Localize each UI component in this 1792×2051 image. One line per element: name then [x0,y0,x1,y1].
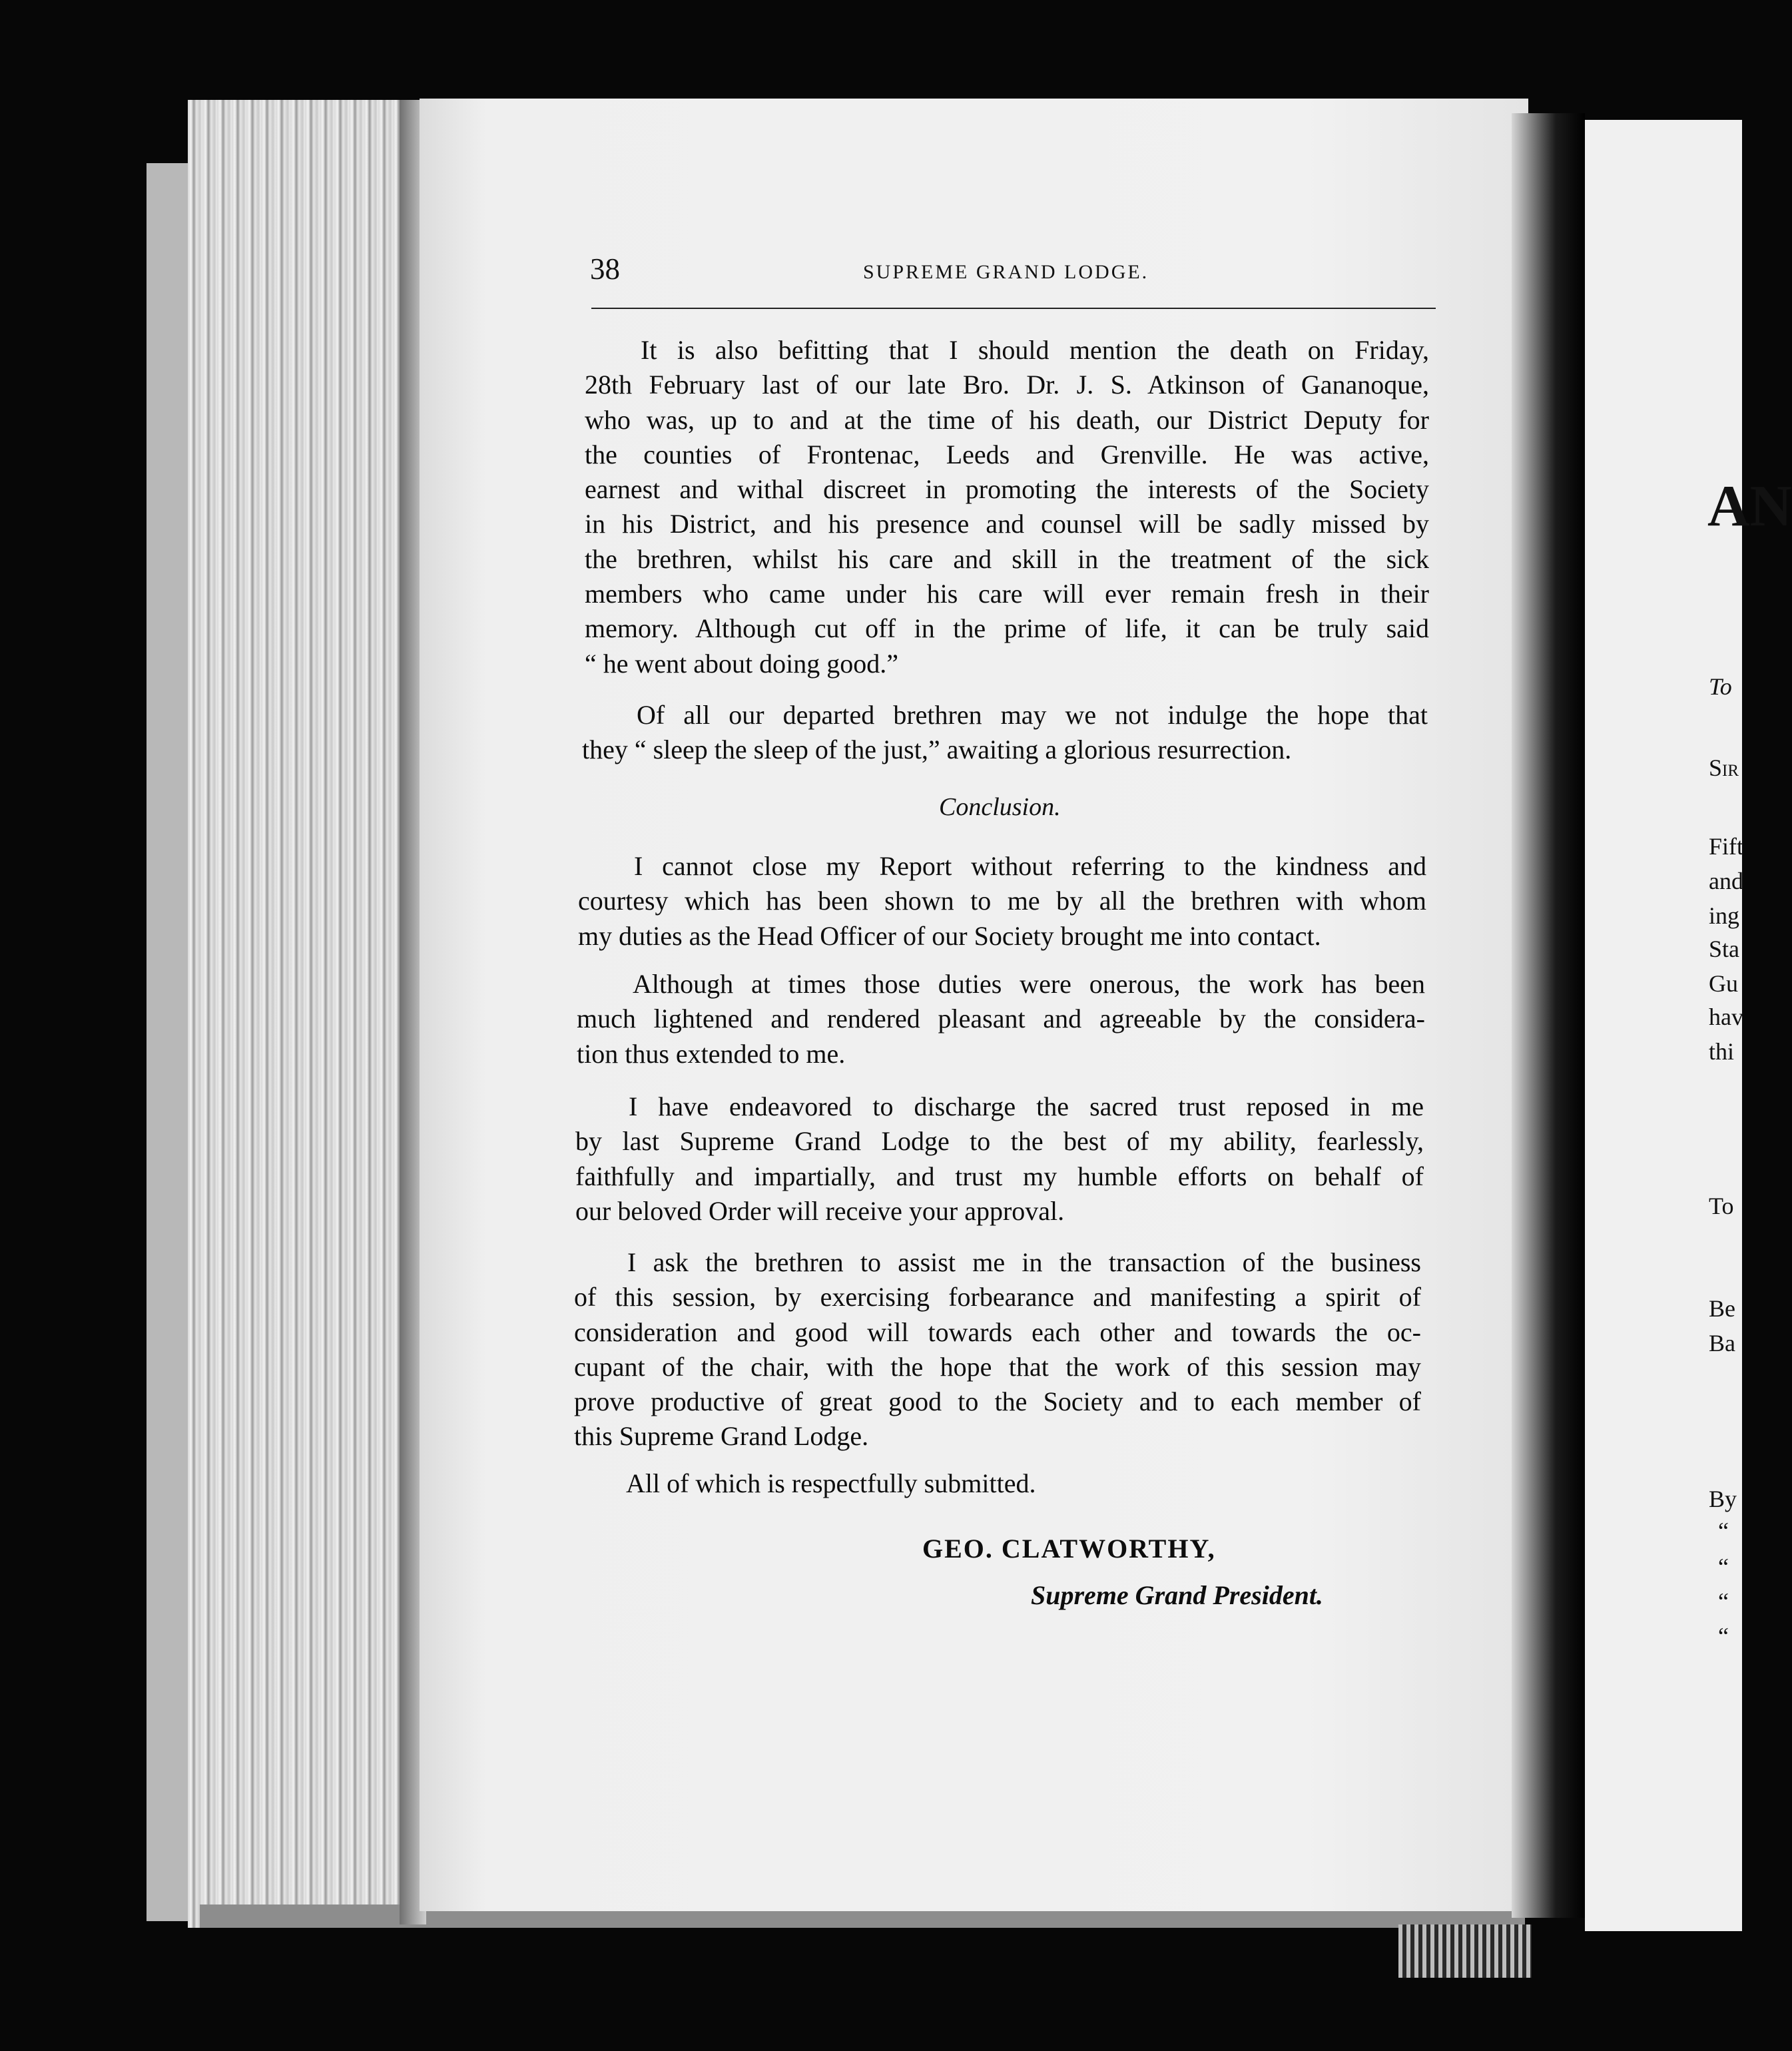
text-line: courtesy which has been shown to me by all the brethren with whom [578,886,1426,916]
facing-page-fragment: By [1709,1486,1737,1512]
page-stack-edges [188,100,408,1928]
facing-page-fragment: Ba [1709,1330,1735,1356]
text-line: the counties of Frontenac, Leeds and Grenville. He was active, [585,439,1429,469]
facing-page-heading-fragment: AN [1707,474,1792,539]
section-heading: Conclusion. [939,793,1061,821]
paragraph-ask-brethren [574,1245,1421,1454]
page-bottom-edge [1398,1924,1532,1978]
text-line: “ he went about doing good.” [585,648,898,679]
running-head: SUPREME GRAND LODGE. [863,261,1149,283]
text-line: memory. Although cut off in the prime of life, it can be truly said [585,613,1429,644]
paragraph-duties [577,967,1425,1071]
facing-page-fragment: Sir [1709,754,1739,781]
facing-page-fragment: Be [1709,1295,1735,1322]
text-line: members who came under his care will ever remain fresh in their [585,579,1429,609]
facing-page-fragment: To [1709,1193,1734,1219]
paragraph-kindness [578,849,1426,954]
facing-page-fragment: “ [1718,1554,1729,1580]
facing-page-fragment: hav [1709,1004,1743,1030]
page-number: 38 [590,252,620,286]
text-line: tion thus extended to me. [577,1038,846,1069]
center-gutter [1512,113,1585,1918]
text-line: I ask the brethren to assist me in the transaction of the business [627,1247,1421,1277]
text-line: I have endeavored to discharge the sacred trust reposed in me [629,1091,1424,1121]
paragraph-atkinson [585,333,1429,681]
text-line: I cannot close my Report without referring to the kindness and [634,851,1426,881]
text-line: this Supreme Grand Lodge. [574,1421,869,1452]
facing-page-fragment: thi [1709,1038,1735,1065]
text-line: they “ sleep the sleep of the just,” awaiting a glorious resurrection. [582,734,1292,765]
facing-page-fragment: and [1709,868,1743,894]
text-line: earnest and withal discreet in promoting the interests of the Society [585,474,1429,505]
facing-page-fragment: “ [1718,1518,1729,1544]
facing-page-fragment: To [1709,673,1732,700]
paragraph-departed-brethren [582,698,1428,768]
signature-name: GEO. CLATWORTHY, [922,1534,1216,1564]
text-line: the brethren, whilst his care and skill in the treatment of the sick [585,543,1429,574]
text-line: cupant of the chair, with the hope that the work of this session may [574,1351,1421,1382]
facing-page-fragment: Sta [1709,936,1740,962]
signature-title: Supreme Grand President. [1031,1580,1323,1610]
text-line: faithfully and impartially, and trust my humble efforts on behalf of [575,1161,1424,1191]
text-line: who was, up to and at the time of his death, our District Deputy for [585,404,1429,435]
paragraph-sacred-trust [575,1089,1424,1229]
text-line: consideration and good will towards each other and towards the oc- [574,1317,1421,1347]
facing-page-fragment: Fift [1709,833,1744,860]
text-line: our beloved Order will receive your approval. [575,1195,1065,1226]
text-line: in his District, and his presence and counsel will be sadly missed by [585,509,1429,539]
text-line: by last Supreme Grand Lodge to the best of my ability, fearlessly, [575,1126,1424,1157]
text-line: my duties as the Head Officer of our Society brought me into contact. [578,920,1321,951]
text-line: much lightened and rendered pleasant and agreeable by the considera- [577,1004,1425,1034]
closing-line: All of which is respectfully submitted. [626,1468,1036,1498]
text-line: Of all our departed brethren may we not indulge the hope that [637,700,1428,730]
header-rule [591,308,1436,309]
text-line: of this session, by exercising forbearance and manifesting a spirit of [574,1282,1421,1313]
text-line: Although at times those duties were onerous, the work has been [633,969,1425,999]
text-line: 28th February last of our late Bro. Dr. J. S. Atkinson of Gananoque, [585,370,1429,400]
facing-page-fragment: “ [1718,1623,1729,1649]
facing-page-fragment: Gu [1709,970,1738,997]
text-line: prove productive of great good to the Society and to each member of [574,1386,1421,1417]
facing-page-fragment: ing [1709,902,1740,929]
text-line: It is also befitting that I should mention the death on Friday, [641,335,1429,365]
facing-page-fragment: “ [1718,1588,1729,1615]
